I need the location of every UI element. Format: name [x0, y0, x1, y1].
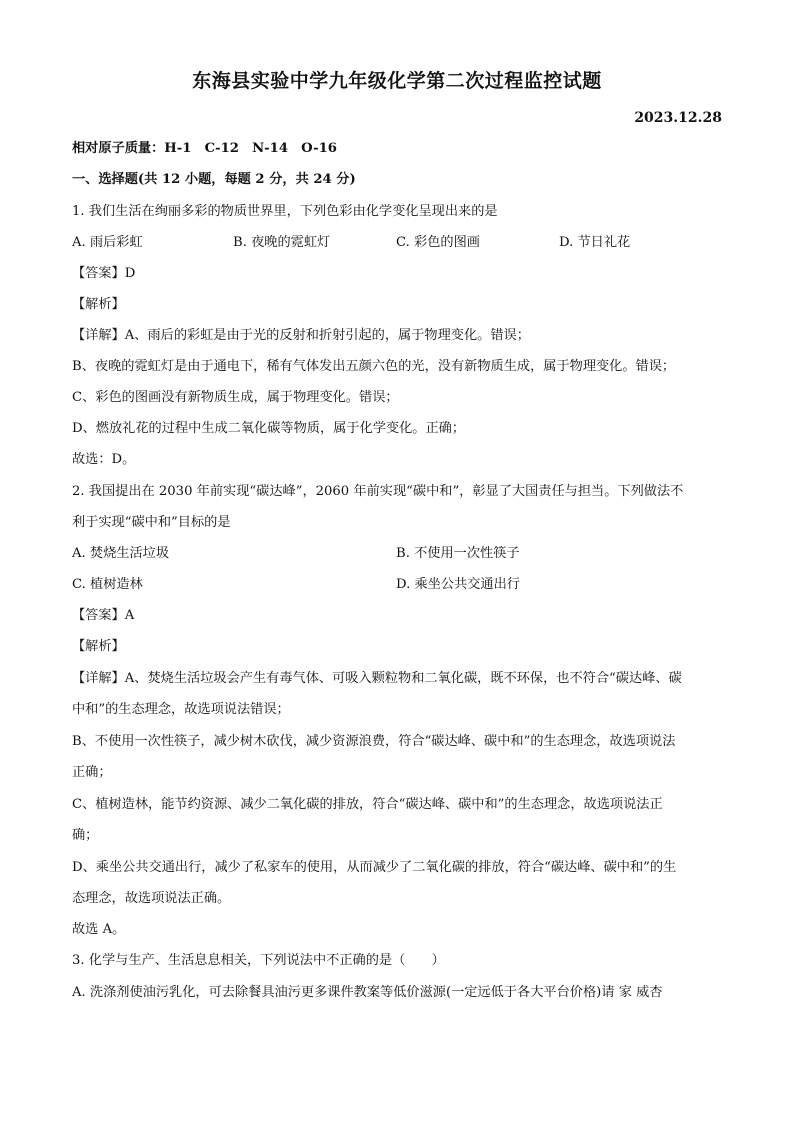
question-1-detail-line: 【详解】A、雨后的彩虹是由于光的反射和折射引起的，属于物理变化。错误； [72, 328, 530, 343]
question-2-detail-line: 正确； [72, 765, 112, 780]
atomic-mass-line: 相对原子质量：H-1 C-12 N-14 O-16 [72, 141, 337, 156]
question-2-detail-line: 【详解】A、焚烧生活垃圾会产生有毒气体、可吸入颗粒物和二氧化碳，既不环保，也不符合“碳达峰、碳 [72, 671, 682, 686]
question-1-option-b: B. 夜晚的霓虹灯 [233, 235, 331, 250]
exam-date: 2023.12.28 [634, 110, 722, 126]
question-1-option-c: C. 彩色的图画 [396, 235, 480, 250]
question-1-option-a: A. 雨后彩虹 [72, 235, 143, 250]
question-2-answer: 【答案】A [72, 608, 135, 623]
question-1-conclusion: 故选：D。 [72, 452, 136, 467]
question-2-stem: 利于实现“碳中和”目标的是 [72, 515, 231, 530]
question-1-analysis-label: 【解析】 [72, 297, 125, 312]
question-2-detail-line: D、乘坐公共交通出行，减少了私家车的使用，从而减少了二氧化碳的排放，符合“碳达峰、碳中和”的生 [72, 860, 677, 875]
question-2-analysis-label: 【解析】 [72, 639, 125, 654]
question-2-option-a: A. 焚烧生活垃圾 [72, 546, 170, 561]
question-1-option-d: D. 节日礼花 [559, 235, 631, 250]
question-2-conclusion: 故选 A。 [72, 922, 126, 937]
question-1-detail-line: C、彩色的图画没有新物质生成，属于物理变化。错误； [72, 390, 399, 405]
question-1-detail-line: D、燃放礼花的过程中生成二氧化碳等物质，属于化学变化。正确； [72, 421, 466, 436]
question-1-answer: 【答案】D [72, 266, 136, 281]
section-heading: 一、选择题(共 12 小题，每题 2 分，共 24 分) [72, 172, 356, 187]
question-3-option-a: A. 洗涤剂使油污乳化，可去除餐具油污更多课件教案等低价滋源(一定远低于各大平台价格)请 家 威杏 [72, 985, 663, 1000]
question-2-detail-line: 态理念，故选项说法正确。 [72, 891, 231, 906]
question-2-detail-line: 确； [72, 828, 99, 843]
question-2-detail-line: B、不使用一次性筷子，减少树木砍伐，减少资源浪费，符合“碳达峰、碳中和”的生态理念，故选项说法 [72, 734, 676, 749]
question-2-detail-line: C、植树造林，能节约资源、减少二氧化碳的排放，符合“碳达峰、碳中和”的生态理念，故选项说法正 [72, 797, 663, 812]
question-3-stem: 3. 化学与生产、生活息息相关，下列说法中不正确的是（ ） [72, 953, 445, 968]
page-title: 东海县实验中学九年级化学第二次过程监控试题 [192, 70, 602, 92]
question-2-option-d: D. 乘坐公共交通出行 [396, 577, 520, 592]
question-2-detail-line: 中和”的生态理念，故选项说法错误； [72, 702, 290, 717]
question-2-option-c: C. 植树造林 [72, 577, 143, 592]
question-1-stem: 1. 我们生活在绚丽多彩的物质世界里，下列色彩由化学变化呈现出来的是 [72, 204, 498, 219]
question-1-detail-line: B、夜晚的霓虹灯是由于通电下，稀有气体发出五颜六色的光，没有新物质生成，属于物理变化。错误； [72, 359, 676, 374]
question-2-stem: 2. 我国提出在 2030 年前实现“碳达峰”，2060 年前实现“碳中和”，彰显了大国责任与担当。下列做法不 [72, 484, 684, 499]
question-2-option-b: B. 不使用一次性筷子 [396, 546, 520, 561]
